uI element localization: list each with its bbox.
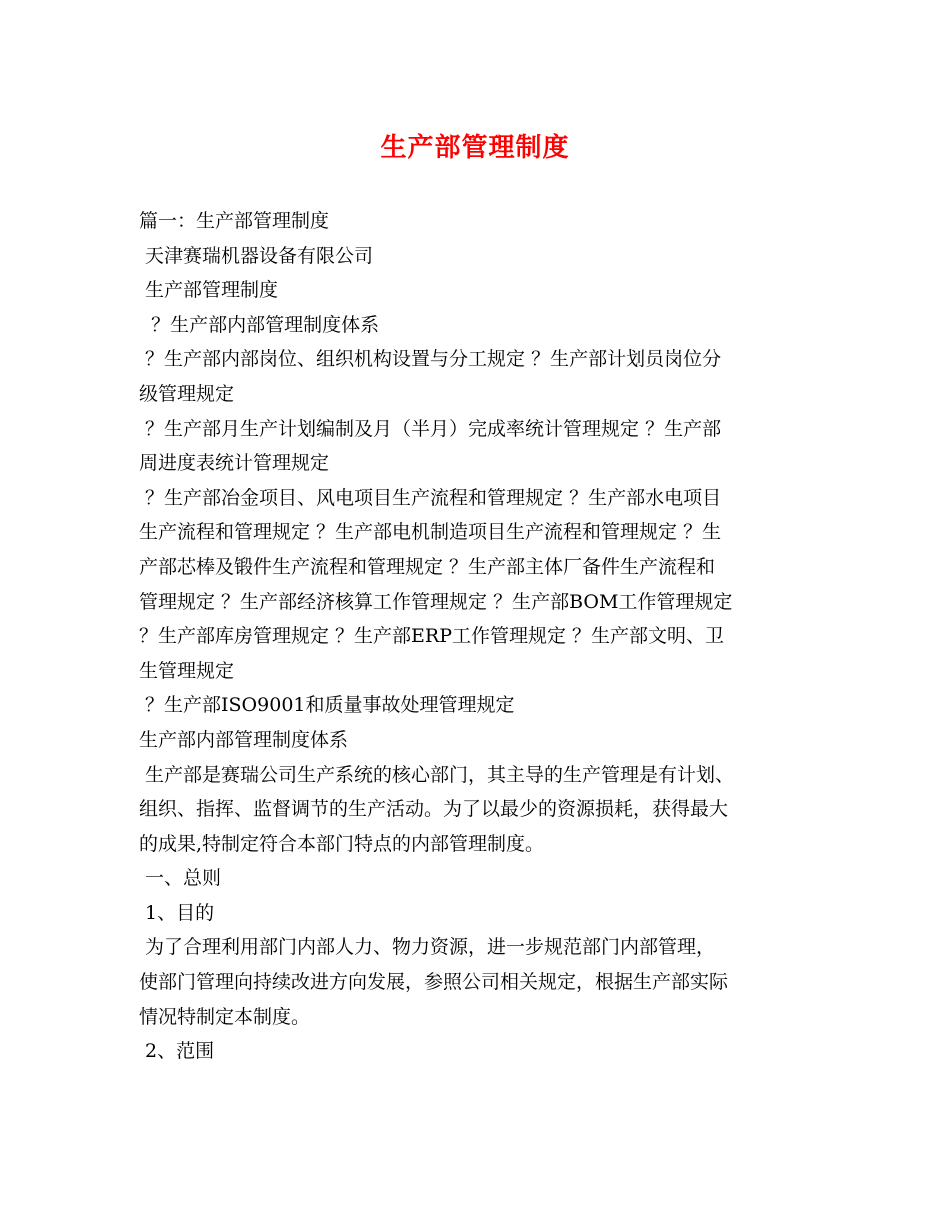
text-line: 管理规定 ？生产部经济核算工作管理规定 ？生产部BOM工作管理规定	[139, 590, 733, 613]
document-title: 生产部管理制度	[380, 133, 570, 163]
text-line: ？生产部库房管理规定 ？生产部ERP工作管理规定 ？生产部文明、卫	[139, 625, 725, 648]
section-heading: 生产部内部管理制度体系	[139, 728, 349, 751]
text-line: 生产流程和管理规定 ？生产部电机制造项目生产流程和管理规定 ？生	[139, 521, 722, 544]
text-line: ？生产部冶金项目、风电项目生产流程和管理规定 ？生产部水电项目	[139, 486, 722, 509]
text-line: 周进度表统计管理规定	[139, 452, 330, 475]
text-line: 使部门管理向持续改进方向发展，参照公司相关规定，根据生产部实际	[139, 971, 729, 994]
subsection-heading: 1、目的	[139, 901, 215, 924]
text-line: 的成果,特制定符合本部门特点的内部管理制度。	[139, 832, 545, 855]
text-line: 情况特制定本制度。	[139, 1005, 311, 1028]
text-line: 生产部是赛瑞公司生产系统的核心部门，其主导的生产管理是有计划、	[139, 763, 735, 786]
text-line: ？生产部内部管理制度体系	[139, 313, 380, 336]
text-line: 为了合理利用部门内部人力、物力资源，进一步规范部门内部管理，	[139, 936, 716, 959]
section-heading: 一、总则	[139, 867, 222, 890]
document-body	[139, 204, 829, 1069]
text-line: ？生产部月生产计划编制及月（半月）完成率统计管理规定 ？生产部	[139, 417, 722, 440]
text-line: 组织、指挥、监督调节的生产活动。为了以最少的资源损耗，获得最大	[139, 798, 729, 821]
text-line: 级管理规定	[139, 382, 235, 405]
text-line: 产部芯棒及锻件生产流程和管理规定 ？生产部主体厂备件生产流程和	[139, 555, 716, 578]
text-line: 篇一：生产部管理制度	[139, 210, 330, 232]
subsection-heading: 2、范围	[139, 1040, 215, 1063]
text-line: 生产部管理制度	[139, 279, 279, 302]
text-line: 生管理规定	[139, 659, 235, 682]
text-line: ？生产部ISO9001和质量事故处理管理规定	[139, 694, 515, 717]
text-line: 天津赛瑞机器设备有限公司	[139, 244, 374, 267]
text-line: ？生产部内部岗位、组织机构设置与分工规定 ？生产部计划员岗位分	[139, 348, 722, 371]
